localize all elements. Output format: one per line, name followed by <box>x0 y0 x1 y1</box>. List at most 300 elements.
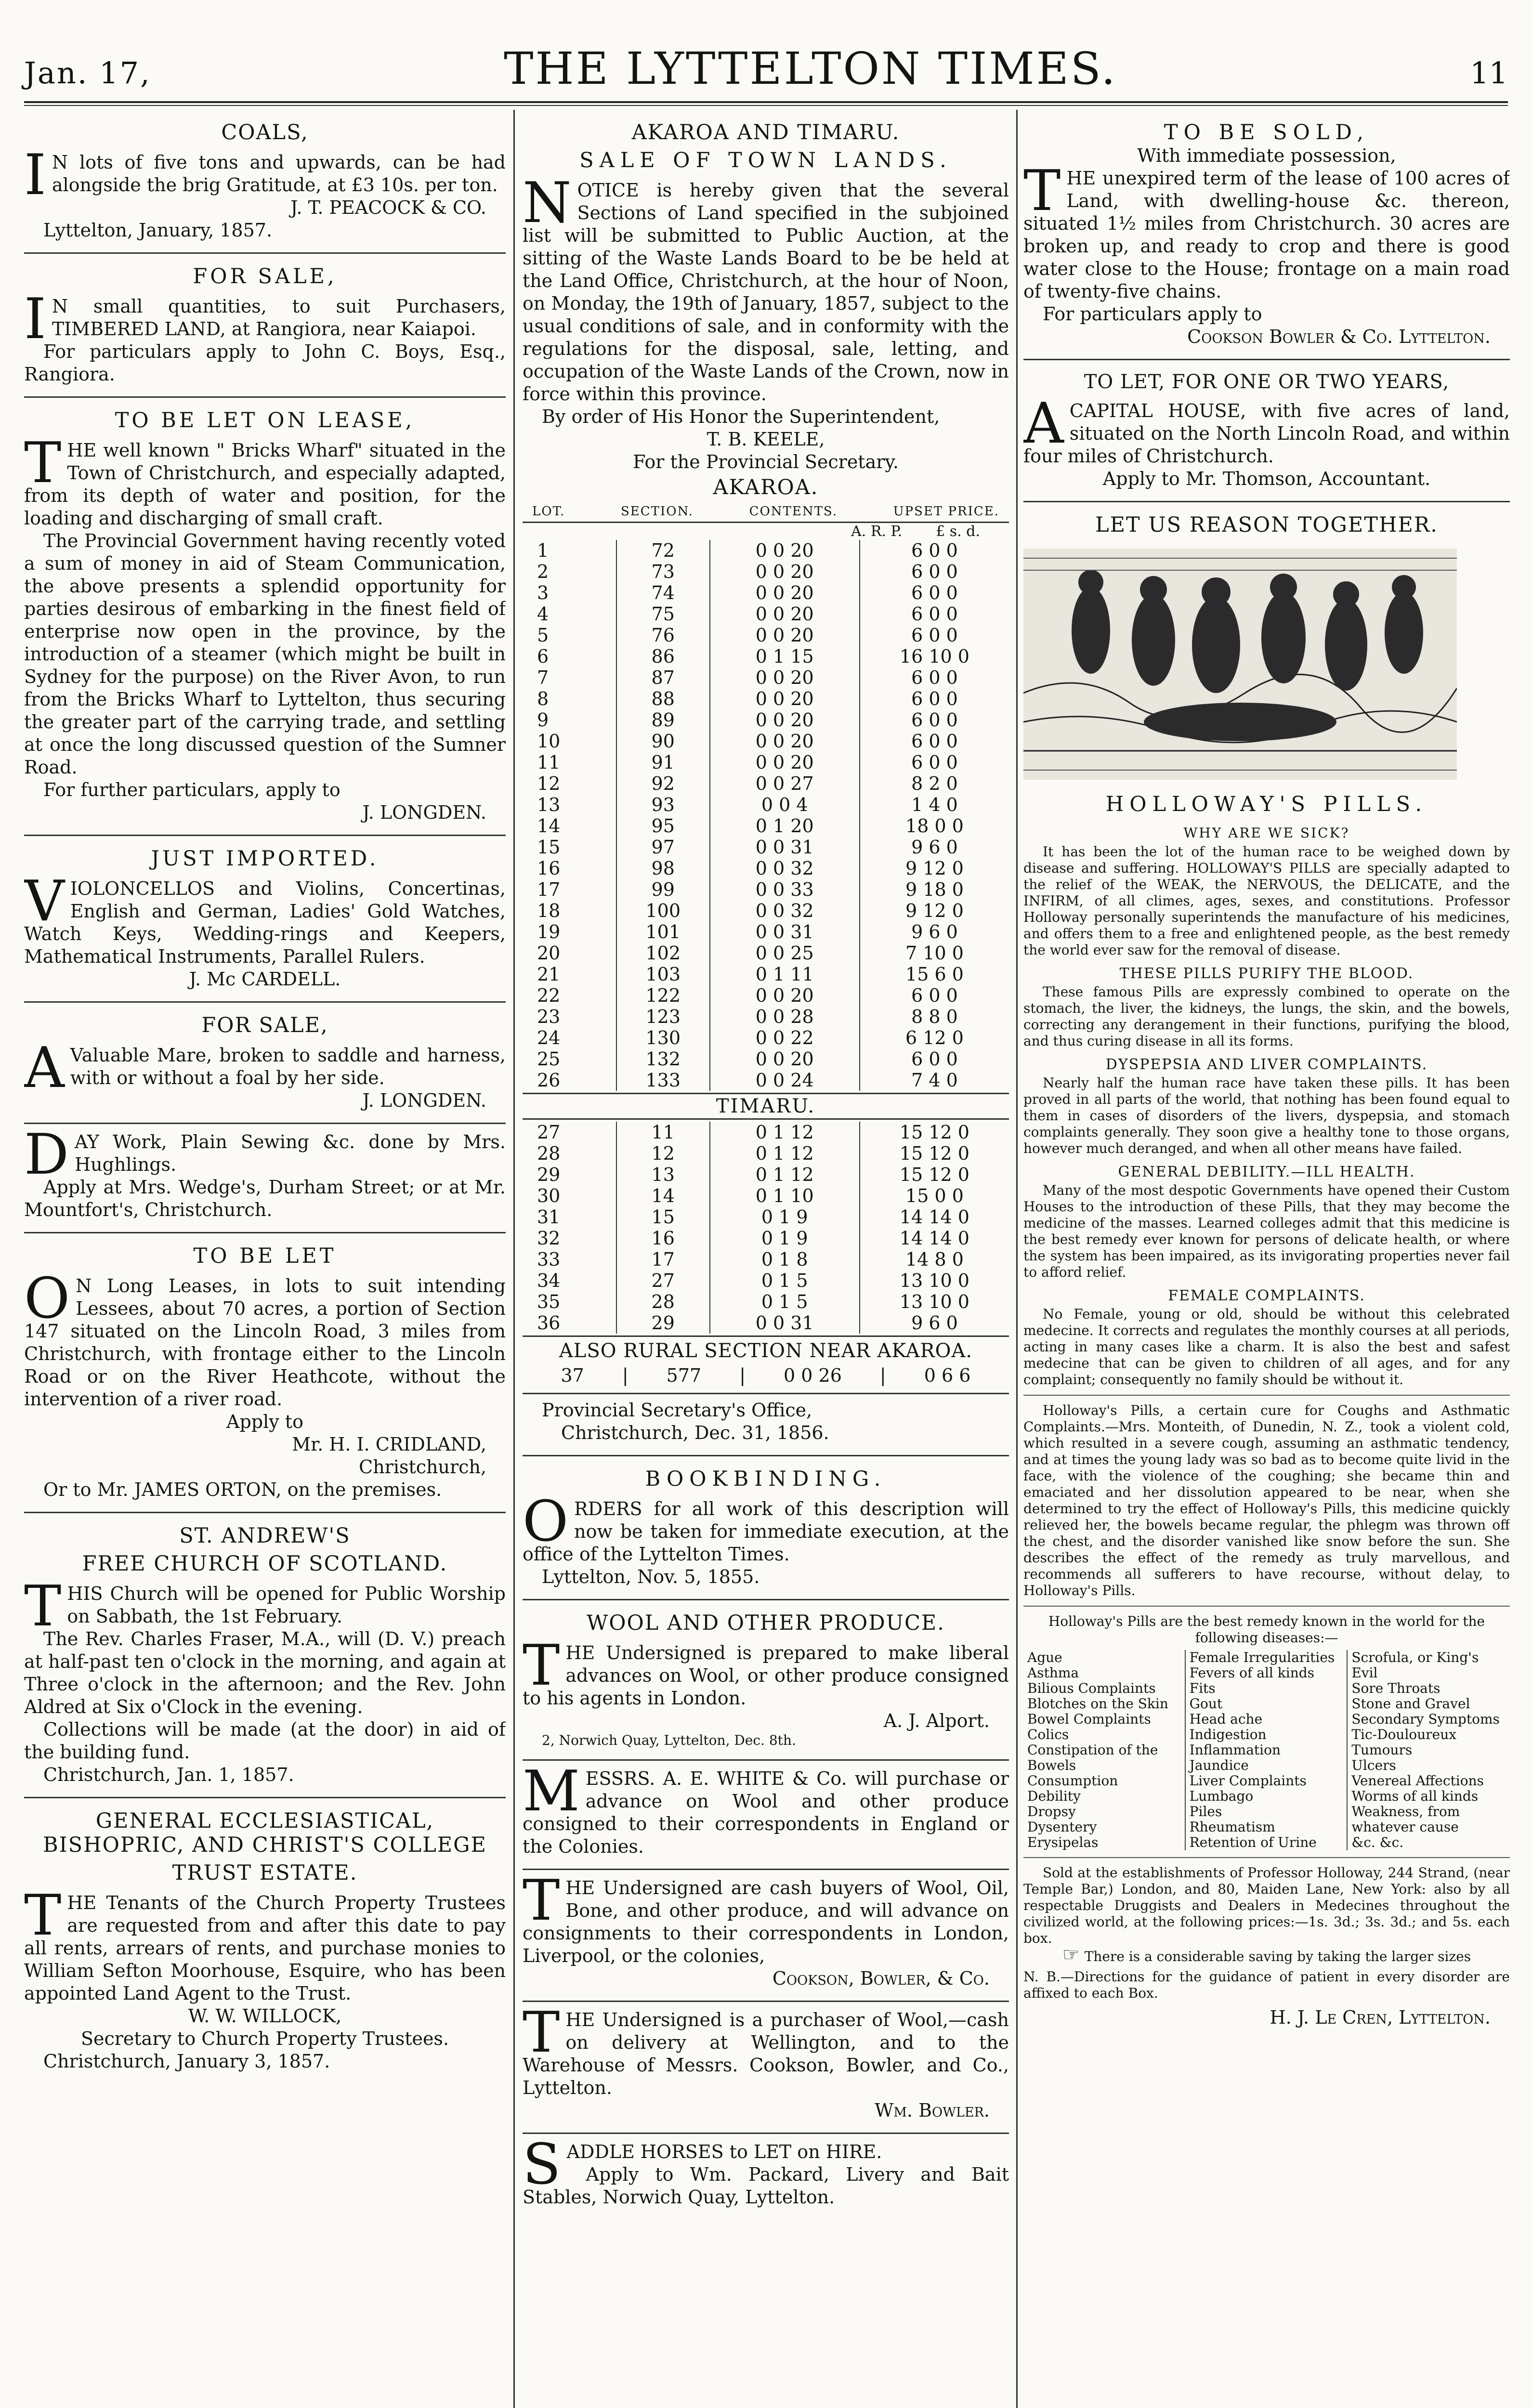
section-number: 87 <box>651 667 675 688</box>
upset-price: 8 2 0 <box>860 773 1009 794</box>
ad-title-2: SALE OF TOWN LANDS. <box>579 148 952 172</box>
ad-title: FOR SALE, <box>193 264 337 288</box>
rural-section: 577 <box>666 1365 702 1386</box>
disease-item: Blotches on the Skin <box>1027 1696 1168 1712</box>
ad-body-2: Or to Mr. JAMES ORTON, on the premises. <box>43 1479 442 1500</box>
ad-body: ESSRS. A. E. WHITE & Co. will purchase or advance on Wool and other produce consigned to their correspondents in England or the Colonies. <box>523 1768 1009 1857</box>
ad-body: AY Work, Plain Sewing &c. done by Mrs. Hughlings. <box>75 1131 506 1175</box>
disease-item: Ague <box>1027 1649 1062 1665</box>
divider <box>1023 1395 1510 1396</box>
upset-price: 6 0 0 <box>860 540 1009 561</box>
section-number: 101 <box>645 921 681 942</box>
disease-item: Worms of all kinds <box>1351 1788 1479 1804</box>
lot-row <box>523 1027 1009 1048</box>
upset-price: 9 12 0 <box>860 900 1009 921</box>
lot-contents: 0 0 28 <box>710 1006 860 1027</box>
lot-row <box>523 1270 1009 1291</box>
lot-row <box>523 879 1009 900</box>
lot-contents: 0 0 20 <box>710 985 860 1006</box>
upset-price: 15 12 0 <box>860 1164 1009 1185</box>
ad-body: HE Undersigned is a purchaser of Wool,—cash on delivery at Wellington, and to the Warehouse of Messrs. Cookson, Bowler, and Co., Lyttelton. <box>523 2009 1009 2098</box>
lot-row <box>523 921 1009 942</box>
ad-signature-2: For the Provincial Secretary. <box>633 451 899 472</box>
ad-body: IOLONCELLOS and Violins, Concertinas, English and German, Ladies' Gold Watches, Watch Keys, Wedding-rings and Keepers, Mathematical Instruments, Parallel Rulers. <box>24 878 506 967</box>
lot-number: 34 <box>523 1270 616 1291</box>
saving-note: There is a considerable saving by taking the larger sizes <box>1084 1949 1471 1964</box>
lot-row <box>523 815 1009 837</box>
akaroa-lot-table <box>523 540 1009 1091</box>
disease-item: Tic-Douloureux <box>1351 1727 1457 1742</box>
ad-day-work <box>24 1124 506 1233</box>
lot-row <box>523 1228 1009 1249</box>
lot-row <box>523 1048 1009 1070</box>
drop-cap: V <box>24 869 65 934</box>
ad-banner: LET US REASON TOGETHER. <box>1095 513 1438 537</box>
drop-cap: T <box>1023 158 1061 223</box>
drop-cap: M <box>523 1759 580 1824</box>
upset-price: 9 18 0 <box>860 879 1009 900</box>
section-number: 92 <box>651 773 675 794</box>
lot-row <box>523 1312 1009 1334</box>
lot-contents: 0 1 9 <box>710 1228 860 1249</box>
lot-table-header <box>523 501 1009 523</box>
ad-body-2: Apply to Wm. Packard, Livery and Bait Stables, Norwich Quay, Lyttelton. <box>523 2164 1009 2208</box>
upset-price: 9 12 0 <box>860 858 1009 879</box>
upset-price: 14 14 0 <box>860 1206 1009 1228</box>
ad-to-be-sold <box>1023 110 1510 360</box>
ad-title: TO BE LET ON LEASE, <box>115 408 415 432</box>
lot-number: 1 <box>523 540 616 561</box>
upset-price: 13 10 0 <box>860 1270 1009 1291</box>
ad-just-imported <box>24 836 506 1003</box>
ad-apply: Apply to <box>226 1411 303 1432</box>
upset-price: 6 0 0 <box>860 1048 1009 1070</box>
ad-body: ADDLE HORSES to LET on HIRE. <box>566 2141 882 2162</box>
lot-contents: 0 0 33 <box>710 879 860 900</box>
upset-price: 6 0 0 <box>860 582 1009 603</box>
lot-number: 4 <box>523 603 616 625</box>
nb-note: N. B.—Directions for the guidance of patient in every disorder are affixed to each Box. <box>1023 1969 1510 2001</box>
drop-cap: T <box>24 1574 62 1639</box>
engraving-illustration <box>1023 549 1457 780</box>
lot-contents: 0 0 20 <box>710 709 860 731</box>
upset-price: 15 12 0 <box>860 1122 1009 1143</box>
price-units: £ s. d. <box>936 523 980 540</box>
masthead-rule <box>24 105 1508 106</box>
ad-body-2: For particulars apply to John C. Boys, Esq., Rangiora. <box>24 341 506 385</box>
lot-contents: 0 0 25 <box>710 942 860 964</box>
rural-price: 0 6 6 <box>924 1365 971 1386</box>
upset-price: 6 0 0 <box>860 688 1009 709</box>
lot-number: 18 <box>523 900 616 921</box>
disease-item: Rheumatism <box>1189 1819 1275 1835</box>
ad-signature-2: Secretary to Church Property Trustees. <box>80 2028 449 2049</box>
rural-contents: 0 0 26 <box>784 1365 842 1386</box>
lot-contents: 0 1 5 <box>710 1291 860 1312</box>
upset-price: 6 0 0 <box>860 561 1009 582</box>
column-1 <box>24 110 506 2408</box>
lot-row <box>523 794 1009 815</box>
lot-contents: 0 0 20 <box>710 540 860 561</box>
lot-number: 2 <box>523 561 616 582</box>
holloway-p2: These famous Pills are expressly combined to operate on the stomach, the liver, the kidneys, the lungs, the skin, and the bowels, correcting any derangement in their functions, purifying the blood, and thus curing disease in all its forms. <box>1023 984 1510 1049</box>
drop-cap: I <box>24 143 46 208</box>
section-number: 86 <box>651 646 675 667</box>
ad-body: HE unexpired term of the lease of 100 acres of Land, with dwelling-house &c. thereon, situated 1½ miles from Christchurch. 30 acres are broken up, and ready to crop and there is good water close to the House; frontage on a main road of twenty-five chains. <box>1023 168 1510 302</box>
lot-contents: 0 0 20 <box>710 561 860 582</box>
lot-contents: 0 0 20 <box>710 603 860 625</box>
why-heading: WHY ARE WE SICK? <box>1183 825 1350 841</box>
disease-item: Secondary Symptoms <box>1351 1711 1500 1727</box>
upset-price: 6 0 0 <box>860 752 1009 773</box>
lot-contents: 0 1 8 <box>710 1249 860 1270</box>
section-number: 15 <box>651 1206 675 1228</box>
lot-row <box>523 1164 1009 1185</box>
disease-item: Lumbago <box>1189 1788 1254 1804</box>
lot-row <box>523 1249 1009 1270</box>
disease-item: Debility <box>1027 1788 1081 1804</box>
upset-price: 14 14 0 <box>860 1228 1009 1249</box>
lot-number: 14 <box>523 815 616 837</box>
ad-title: BOOKBINDING. <box>645 1467 887 1491</box>
rural-label: ALSO RURAL SECTION NEAR AKAROA. <box>523 1335 1009 1362</box>
lot-number: 28 <box>523 1143 616 1164</box>
lot-row <box>523 942 1009 964</box>
ad-body-3: Collections will be made (at the door) in aid of the building fund. <box>24 1719 506 1763</box>
lot-contents: 0 1 9 <box>710 1206 860 1228</box>
lot-contents: 0 0 20 <box>710 731 860 752</box>
ad-title: GENERAL ECCLESIASTICAL, <box>95 1809 434 1833</box>
ad-dateline: Lyttelton, Nov. 5, 1855. <box>542 1566 760 1587</box>
upset-price: 16 10 0 <box>860 646 1009 667</box>
lot-row <box>523 964 1009 985</box>
heading-debility: GENERAL DEBILITY.—ILL HEALTH. <box>1118 1164 1415 1180</box>
disease-item: Inflammation <box>1189 1742 1281 1758</box>
lot-row <box>523 1122 1009 1143</box>
ad-body-3: For further particulars, apply to <box>43 779 340 800</box>
divider <box>1023 1857 1510 1858</box>
upset-price: 7 10 0 <box>860 942 1009 964</box>
upset-price: 6 0 0 <box>860 709 1009 731</box>
header-section: SECTION. <box>620 504 694 519</box>
lot-number: 21 <box>523 964 616 985</box>
ad-lease-wharf <box>24 398 506 836</box>
disease-item: Liver Complaints <box>1189 1773 1307 1789</box>
section-number: 130 <box>645 1027 681 1048</box>
upset-price: 15 6 0 <box>860 964 1009 985</box>
lot-contents: 0 0 20 <box>710 625 860 646</box>
lot-number: 12 <box>523 773 616 794</box>
timaru-label: TIMARU. <box>523 1093 1009 1120</box>
lot-row <box>523 731 1009 752</box>
ad-signature: J. T. PEACOCK & CO. <box>290 197 486 218</box>
section-number: 98 <box>651 858 675 879</box>
lot-contents: 0 0 27 <box>710 773 860 794</box>
drop-cap: T <box>523 1633 560 1698</box>
contents-units: A. R. P. <box>851 523 903 540</box>
ad-body: Valuable Mare, broken to saddle and harness, with or without a foal by her side. <box>70 1045 506 1088</box>
column-3 <box>1023 110 1510 2408</box>
lot-contents: 0 0 20 <box>710 752 860 773</box>
lot-contents: 0 0 31 <box>710 837 860 858</box>
holloway-p3: Nearly half the human race have taken these pills. It has been proved in all parts of the world, that nothing has been found equal to them in cases of disorders of the livers, dyspepsia, and stomach complaints generally. They soon give a healthy tone to those organs, however much deranged, and when all other means have failed. <box>1023 1075 1510 1156</box>
disease-item: Ulcers <box>1351 1757 1396 1773</box>
ad-body: OTICE is hereby given that the several Sections of Land specified in the subjoined list will be submitted to Public Auction, at the sitting of the Waste Lands Board to be be held at the Land Office, Christchurch, at the hour of Noon, on Monday, the 19th of January, 1857, subject to the usual conditions of sale, and in conformity with the regulations for the disposal, sale, letting, and occupation of the Waste Lands of the Crown, now in force within this province. <box>523 180 1009 405</box>
disease-item: Colics <box>1027 1727 1069 1742</box>
lot-contents: 0 0 20 <box>710 582 860 603</box>
upset-price: 9 6 0 <box>860 921 1009 942</box>
lot-contents: 0 0 20 <box>710 1048 860 1070</box>
ad-white <box>523 1761 1009 1870</box>
ad-body: RDERS for all work of this description will now be taken for immediate execution, at the office of the Lyttelton Times. <box>523 1498 1009 1565</box>
drop-cap: T <box>24 431 62 496</box>
disease-item: Bilious Complaints <box>1027 1680 1156 1696</box>
section-number: 91 <box>651 752 675 773</box>
disease-item: Gout <box>1189 1696 1223 1712</box>
lot-number: 15 <box>523 837 616 858</box>
upset-price: 15 0 0 <box>860 1185 1009 1206</box>
holloway-p4: Many of the most despotic Governments have opened their Custom Houses to the introduction of these Pills, that they may become the medicine of the masses. Learned colleges admit that this medicine is the best remedy ever known for persons of delicate health, or where the system has been impaired, as its invigorating properties never fail to afford relief. <box>1023 1182 1510 1280</box>
ad-signature: J. Mc CARDELL. <box>189 968 341 990</box>
newspaper-title: THE LYTTELTON TIMES. <box>504 43 1117 94</box>
ad-body: HE Tenants of the Church Property Trustees are requested from and after this date to pay all rents, arrears of rents, and purchase monies to William Sefton Moorhouse, Esquire, who has been appointed Land Agent to the Trust. <box>24 1892 506 2004</box>
lot-row <box>523 582 1009 603</box>
upset-price: 9 6 0 <box>860 1312 1009 1334</box>
upset-price: 6 0 0 <box>860 731 1009 752</box>
upset-price: 14 8 0 <box>860 1249 1009 1270</box>
lot-contents: 0 0 31 <box>710 1312 860 1334</box>
ad-body-2: For particulars apply to <box>1043 303 1262 325</box>
lot-number: 29 <box>523 1164 616 1185</box>
lot-contents: 0 0 32 <box>710 858 860 879</box>
section-number: 14 <box>651 1185 675 1206</box>
lot-contents: 0 0 24 <box>710 1070 860 1091</box>
table-units <box>523 523 1009 540</box>
section-number: 97 <box>651 837 675 858</box>
drop-cap: A <box>24 1035 65 1100</box>
lot-number: 32 <box>523 1228 616 1249</box>
lot-number: 35 <box>523 1291 616 1312</box>
lot-row <box>523 709 1009 731</box>
ad-dateline: Lyttelton, January, 1857. <box>43 220 273 241</box>
lot-contents: 0 1 10 <box>710 1185 860 1206</box>
ad-saddle-horses <box>523 2134 1009 2219</box>
lot-number: 3 <box>523 582 616 603</box>
section-number: 72 <box>651 540 675 561</box>
disease-item: Scrofula, or King's Evil <box>1351 1649 1479 1681</box>
disease-item: Retention of Urine <box>1189 1834 1317 1850</box>
holloway-p6: Holloway's Pills, a certain cure for Coughs and Asthmatic Complaints.—Mrs. Monteith, of Dunedin, N. Z., took a violent cold, which resulted in a severe cough, assuming an asthmatic tendency, and at times the young lady was so bad as to become quite livid in the face, with the violence of the coughing; she became thin and emaciated and her dissolution appeared to be near, when she determined to try the effect of Holloway's Pills, this medicine quickly relieved her, the bowels became regular, the phlegm was thrown off the chest, and the disorder vanished like snow before the sun. She describes the effect of the remedy as truly marvellous, and recommends all sufferers to have recourse, without delay, to Holloway's Pills. <box>1023 1402 1510 1598</box>
ad-signature: J. LONGDEN. <box>362 802 486 823</box>
disease-item: Erysipelas <box>1027 1834 1099 1850</box>
lot-row <box>523 837 1009 858</box>
lot-contents: 0 1 12 <box>710 1122 860 1143</box>
ad-address: 2, Norwich Quay, Lyttelton, Dec. 8th. <box>542 1732 796 1748</box>
lot-number: 25 <box>523 1048 616 1070</box>
drop-cap: D <box>24 1122 69 1187</box>
section-number: 16 <box>651 1228 675 1249</box>
ad-body-2: The Rev. Charles Fraser, M.A., will (D. V.) preach at half-past ten o'clock in the morning, and again at Three o'clock in the afternoon; and the Rev. John Aldred at Six o'Clock in the evening. <box>24 1628 506 1717</box>
upset-price: 6 0 0 <box>860 625 1009 646</box>
drop-cap: T <box>523 1868 560 1933</box>
ad-signature: Wm. Bowler. <box>875 2100 990 2121</box>
upset-price: 15 12 0 <box>860 1143 1009 1164</box>
lot-row <box>523 1291 1009 1312</box>
disease-item: Weakness, from whatever cause <box>1351 1804 1460 1835</box>
lot-row <box>523 1006 1009 1027</box>
lot-row <box>523 540 1009 561</box>
rural-row: 37 | 577 | 0 0 26 | 0 6 6 <box>523 1362 1009 1394</box>
section-number: 103 <box>645 964 681 985</box>
drop-cap: N <box>523 170 572 236</box>
ad-signature-2: Christchurch, <box>359 1456 486 1478</box>
ad-body: N small quantities, to suit Purchasers, TIMBERED LAND, at Rangiora, near Kaiapoi. <box>52 296 506 340</box>
ad-signature: Cookson, Bowler, & Co. <box>772 1968 990 1989</box>
disease-item: Female Irregularities <box>1189 1649 1335 1665</box>
drop-cap: S <box>523 2132 561 2197</box>
ad-to-be-let <box>24 1233 506 1513</box>
ad-dateline: Christchurch, January 3, 1857. <box>43 2051 330 2072</box>
lot-contents: 0 0 20 <box>710 688 860 709</box>
lot-row <box>523 1143 1009 1164</box>
ad-purchaser <box>523 2002 1009 2134</box>
upset-price: 18 0 0 <box>860 815 1009 837</box>
disease-item: Piles <box>1189 1804 1222 1819</box>
header-contents: CONTENTS. <box>749 504 838 519</box>
ad-title: TO LET, FOR ONE OR TWO YEARS, <box>1084 371 1450 393</box>
ad-for-sale-mare <box>24 1003 506 1124</box>
lot-number: 8 <box>523 688 616 709</box>
ad-title: JUST IMPORTED. <box>151 847 379 871</box>
lot-row <box>523 688 1009 709</box>
holloway-p5: No Female, young or old, should be without this celebrated medecine. It corrects and regulates the monthly courses at all periods, acting in many cases like a charm. It is also the best and safest medecine that can be given to children of all ages, and for any complaint; consequently no family should be without it. <box>1023 1306 1510 1387</box>
section-number: 74 <box>651 582 675 603</box>
ad-akaroa-timaru <box>523 110 1009 1456</box>
lot-row <box>523 603 1009 625</box>
lot-number: 10 <box>523 731 616 752</box>
ad-bookbinding <box>523 1456 1009 1600</box>
disease-item: Consumption <box>1027 1773 1118 1789</box>
lot-contents: 0 0 32 <box>710 900 860 921</box>
timaru-lot-table <box>523 1122 1009 1334</box>
section-number: 75 <box>651 603 675 625</box>
ad-dateline: Christchurch, Jan. 1, 1857. <box>43 1764 294 1785</box>
section-number: 132 <box>645 1048 681 1070</box>
section-number: 89 <box>651 709 675 731</box>
lot-row <box>523 773 1009 794</box>
section-number: 90 <box>651 731 675 752</box>
disease-item: Jaundice <box>1189 1757 1249 1773</box>
lot-row <box>523 752 1009 773</box>
section-number: 133 <box>645 1070 681 1091</box>
section-number: 29 <box>651 1312 675 1334</box>
lot-row <box>523 1070 1009 1091</box>
section-number: 93 <box>651 794 675 815</box>
drop-cap: I <box>24 287 46 352</box>
disease-column-2 <box>1186 1650 1348 1850</box>
pointing-hand-icon: ☞ <box>1062 1944 1080 1966</box>
holloway-p1: It has been the lot of the human race to be weighed down by disease and suffering. HOLLOWAY'S PILLS are specially adapted to the relief of the WEAK, the NERVOUS, the DELICATE, and the INFIRM, of all climes, ages, sexes, and constitutions. Professor Holloway personally superintends the manufacture of his medicines, and offers them to a free and enlightened people, as the best remedy the world ever saw for the removal of disease. <box>1023 844 1510 958</box>
section-number: 13 <box>651 1164 675 1185</box>
section-number: 12 <box>651 1143 675 1164</box>
ad-title: TO BE LET <box>193 1244 337 1268</box>
lot-number: 36 <box>523 1312 616 1334</box>
divider <box>1023 1606 1510 1607</box>
disease-item: Bowel Complaints <box>1027 1711 1151 1727</box>
lot-number: 33 <box>523 1249 616 1270</box>
ad-body: CAPITAL HOUSE, with five acres of land, situated on the North Lincoln Road, and within four miles of Christchurch. <box>1023 400 1510 467</box>
ad-title-2: FREE CHURCH OF SCOTLAND. <box>82 1552 448 1576</box>
disease-list-intro: Holloway's Pills are the best remedy known in the world for the following diseases:— <box>1048 1613 1485 1646</box>
disease-item: &c. &c. <box>1351 1834 1404 1850</box>
disease-item: Constipation of the Bowels <box>1027 1742 1158 1773</box>
ad-body: HE well known " Bricks Wharf" situated in the Town of Christchurch, and especially adapted, from its depth of water and position, for the loading and discharging of small craft. <box>24 440 506 529</box>
lot-contents: 0 1 12 <box>710 1164 860 1185</box>
lot-row <box>523 900 1009 921</box>
lot-row <box>523 561 1009 582</box>
disease-item: Head ache <box>1189 1711 1263 1727</box>
section-number: 28 <box>651 1291 675 1312</box>
lot-contents: 0 0 20 <box>710 667 860 688</box>
lot-contents: 0 1 11 <box>710 964 860 985</box>
ad-title: FOR SALE, <box>201 1013 328 1037</box>
lot-number: 17 <box>523 879 616 900</box>
section-number: 100 <box>645 900 681 921</box>
disease-item: Venereal Affections <box>1351 1773 1484 1789</box>
section-number: 123 <box>645 1006 681 1027</box>
ad-signature: Cookson Bowler & Co. Lyttelton. <box>1187 326 1491 347</box>
upset-price: 1 4 0 <box>860 794 1009 815</box>
section-number: 76 <box>651 625 675 646</box>
disease-item: Tumours <box>1351 1742 1413 1758</box>
disease-item: Stone and Gravel <box>1351 1696 1470 1712</box>
disease-item: Fits <box>1189 1680 1216 1696</box>
ad-to-let-house <box>1023 360 1510 502</box>
ad-title-2: BISHOPRIC, AND CHRIST'S COLLEGE <box>43 1833 487 1857</box>
office: Provincial Secretary's Office, <box>542 1400 812 1421</box>
ad-title-3: TRUST ESTATE. <box>172 1861 358 1885</box>
ad-order: By order of His Honor the Superintendent, <box>542 406 940 427</box>
lot-contents: 0 0 22 <box>710 1027 860 1048</box>
lot-number: 9 <box>523 709 616 731</box>
lot-contents: 0 0 31 <box>710 921 860 942</box>
ad-title: AKAROA AND TIMARU. <box>631 120 900 144</box>
akaroa-label: AKAROA. <box>713 475 819 499</box>
lot-row <box>523 646 1009 667</box>
ad-subtitle: With immediate possession, <box>1137 145 1396 166</box>
lot-number: 30 <box>523 1185 616 1206</box>
heading-purify: THESE PILLS PURIFY THE BLOOD. <box>1119 965 1414 982</box>
ad-title: ST. ANDREW'S <box>179 1524 351 1548</box>
ad-cash-buyers <box>523 1870 1009 2002</box>
ad-st-andrews <box>24 1513 506 1798</box>
disease-column-1 <box>1023 1650 1186 1850</box>
heading-dyspepsia: DYSPEPSIA AND LIVER COMPLAINTS. <box>1105 1056 1428 1073</box>
lot-number: 13 <box>523 794 616 815</box>
lot-row <box>523 667 1009 688</box>
lot-contents: 0 1 5 <box>710 1270 860 1291</box>
header-price: UPSET PRICE. <box>893 504 999 519</box>
disease-item: Indigestion <box>1189 1727 1267 1742</box>
disease-item: Dropsy <box>1027 1804 1076 1819</box>
upset-price: 13 10 0 <box>860 1291 1009 1312</box>
upset-price: 6 12 0 <box>860 1027 1009 1048</box>
ad-holloways-pills <box>1023 502 1510 2040</box>
lot-number: 22 <box>523 985 616 1006</box>
issue-date: Jan. 17, <box>24 55 151 91</box>
section-number: 99 <box>651 879 675 900</box>
lot-number: 6 <box>523 646 616 667</box>
